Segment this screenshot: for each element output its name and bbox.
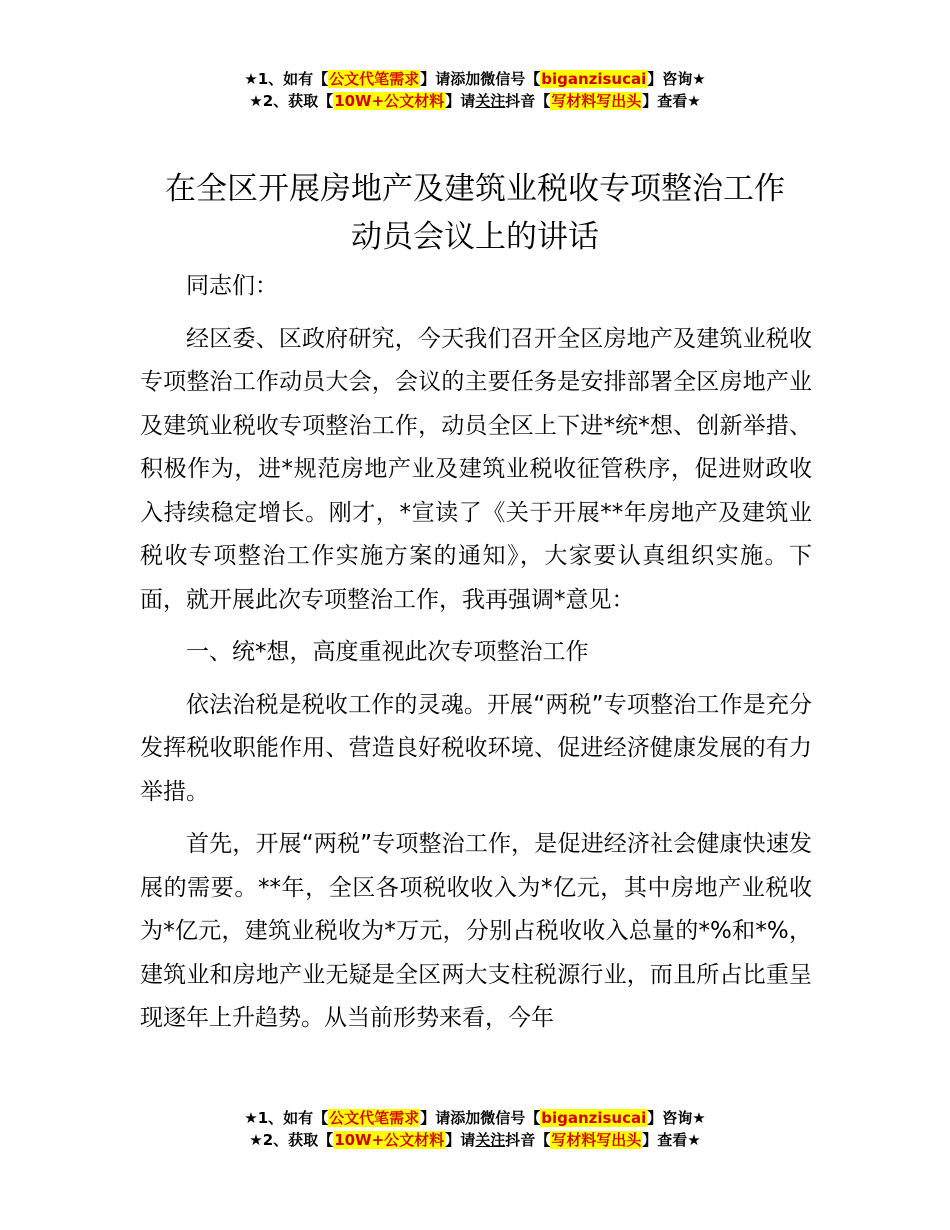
promo-text: 】咨询★ bbox=[647, 70, 706, 88]
document-title bbox=[0, 165, 950, 261]
douyin-account-highlight: 写材料写出头 bbox=[551, 92, 642, 110]
promo-highlight: 10W+公文材料 bbox=[334, 1131, 445, 1149]
promo-text: 】查看★ bbox=[642, 92, 701, 110]
title-line-1: 在全区开展房地产及建筑业税收专项整治工作 bbox=[165, 171, 785, 207]
promo-text: ★1、如有【 bbox=[244, 70, 329, 88]
footer-promo-banner bbox=[0, 1107, 950, 1151]
title-line-2: 动员会议上的讲话 bbox=[351, 219, 599, 255]
promo-text: 】请 bbox=[445, 1131, 476, 1149]
paragraph: 经区委、区政府研究，今天我们召开全区房地产及建筑业税收专项整治工作动员大会，会议的主要任务是安排部署全区房地产业及建筑业税收专项整治工作，动员全区上下进*统*想、创新举措、积极作为，进*规范房地产业及建筑业税收征管秩序，促进财政收入持续稳定增长。刚才，*宣读了《关于开展**年房地产及建筑业税收专项整治工作实施方案的通知》，大家要认真组织实施。下面，就开展此次专项整治工作，我再强调*意见： bbox=[140, 325, 812, 613]
paragraph: 首先，开展“两税”专项整治工作，是促进经济社会健康快速发展的需要。**年，全区各项税收收入为*亿元，其中房地产业税收为*亿元，建筑业税收为*万元，分别占税收收入总量的*%和*%，建筑业和房地产业无疑是全区两大支柱税源行业，而且所占比重呈现逐年上升趋势。从当前形势来看，今年 bbox=[140, 831, 812, 1031]
promo-line-2 bbox=[0, 90, 950, 112]
document-body bbox=[140, 265, 812, 1050]
promo-highlight: 10W+公文材料 bbox=[334, 92, 445, 110]
promo-underlined-text: 关注 bbox=[475, 1131, 506, 1149]
promo-text: 】请添加微信号【 bbox=[420, 1109, 541, 1127]
promo-text: 】咨询★ bbox=[647, 1109, 706, 1127]
promo-line-1 bbox=[0, 1107, 950, 1129]
promo-underlined-text: 关注 bbox=[475, 92, 506, 110]
wechat-id-highlight: biganzisucai bbox=[541, 70, 647, 88]
promo-highlight: 公文代笔需求 bbox=[329, 70, 420, 88]
promo-line-2 bbox=[0, 1129, 950, 1151]
promo-line-1 bbox=[0, 68, 950, 90]
greeting: 同志们： bbox=[186, 273, 278, 299]
header-promo-banner bbox=[0, 68, 950, 112]
wechat-id-highlight: biganzisucai bbox=[541, 1109, 647, 1127]
promo-text: 抖音【 bbox=[505, 92, 551, 110]
promo-text: 】请添加微信号【 bbox=[420, 70, 541, 88]
promo-highlight: 公文代笔需求 bbox=[329, 1109, 420, 1127]
promo-text: 】查看★ bbox=[642, 1131, 701, 1149]
promo-text: ★2、获取【 bbox=[249, 1131, 334, 1149]
douyin-account-highlight: 写材料写出头 bbox=[551, 1131, 642, 1149]
promo-text: 】请 bbox=[445, 92, 476, 110]
promo-text: ★1、如有【 bbox=[244, 1109, 329, 1127]
section-heading: 一、统*想，高度重视此次专项整治工作 bbox=[186, 639, 589, 665]
paragraph: 依法治税是税收工作的灵魂。开展“两税”专项整治工作是充分发挥税收职能作用、营造良好税收环境、促进经济健康发展的有力举措。 bbox=[140, 691, 812, 805]
promo-text: 抖音【 bbox=[505, 1131, 551, 1149]
promo-text: ★2、获取【 bbox=[249, 92, 334, 110]
